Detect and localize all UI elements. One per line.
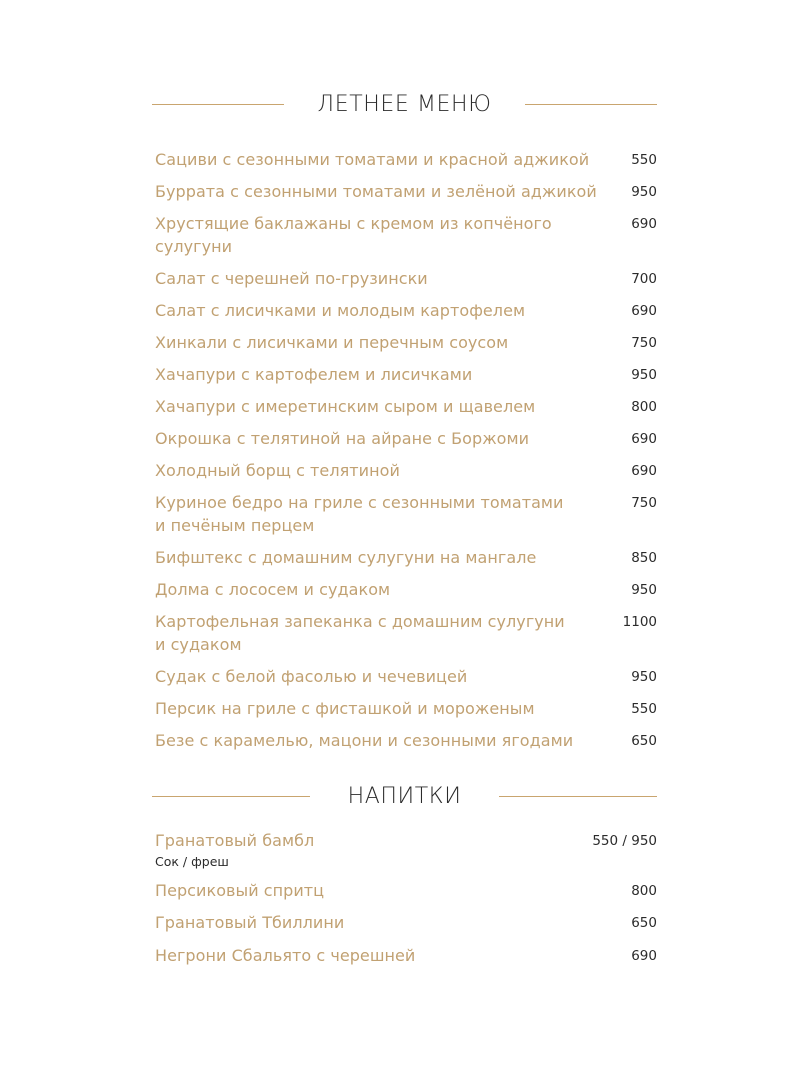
item-name: Негрони Сбальято с черешней (155, 945, 416, 965)
drinks-header (152, 776, 657, 816)
item-price: 950 (631, 367, 657, 384)
divider-left (152, 104, 284, 105)
item-name: Холодный борщ с телятиной (155, 461, 400, 481)
item-price: 700 (631, 270, 657, 287)
menu-item (155, 698, 657, 721)
item-name: Хинкали с лисичками и перечным соусом (155, 332, 509, 352)
item-price: 690 (631, 302, 657, 319)
menu-item (155, 830, 657, 870)
item-price: 690 (631, 216, 657, 233)
item-name: Бифштекс с домашним сулугуни на мангале (155, 548, 537, 568)
divider-right (525, 104, 657, 105)
menu-item (155, 492, 657, 537)
item-subtitle: Сок / фреш (155, 853, 229, 869)
item-name: Безе с карамелью, мацони и сезонными ягодами (155, 731, 574, 750)
item-price: 650 (631, 733, 657, 749)
item-price: 550 (631, 152, 657, 168)
menu-item (155, 880, 657, 903)
item-name: Куриное бедро на гриле с сезонными томатами и печёным перцем (155, 493, 564, 535)
summer-menu-list (155, 149, 657, 762)
item-price: 750 (631, 495, 657, 512)
menu-item (155, 300, 657, 323)
item-name: Хачапури с картофелем и лисичками (155, 365, 473, 385)
summer-menu-title: ЛЕТНЕЕ МЕНЮ (317, 91, 492, 117)
menu-item (155, 213, 657, 258)
menu-item (155, 149, 657, 172)
menu-item (155, 181, 657, 204)
item-price: 950 (631, 668, 657, 685)
item-name: Буррата с сезонными томатами и зелёной аджикой (155, 182, 597, 202)
summer-menu-header (152, 84, 657, 124)
item-price: 800 (631, 882, 657, 899)
item-price: 550 (631, 700, 657, 717)
menu-item (155, 579, 657, 602)
item-price: 690 (631, 431, 657, 448)
item-price: 950 (631, 582, 657, 599)
item-name: Окрошка с телятиной на айране с Боржоми (155, 429, 530, 449)
item-name: Хачапури с имеретинским сыром и щавелем (155, 397, 536, 417)
drinks-list (155, 830, 657, 977)
menu-item (155, 268, 657, 291)
item-price: 650 (631, 915, 657, 931)
item-price: 1100 (622, 614, 657, 631)
item-price: 750 (631, 334, 657, 351)
menu-item (155, 332, 657, 355)
drinks-title: НАПИТКИ (347, 783, 462, 809)
menu-item (155, 547, 657, 570)
menu-item (155, 611, 657, 656)
item-name: Картофельная запеканка с домашним сулугуни и судаком (155, 612, 565, 654)
menu-item (155, 730, 657, 753)
menu-item (155, 396, 657, 419)
item-price: 690 (631, 947, 657, 964)
item-name: Судак с белой фасолью и чечевицей (155, 666, 468, 686)
menu-item (155, 912, 657, 935)
item-price: 690 (631, 463, 657, 480)
item-name: Долма с лососем и судаком (155, 580, 391, 600)
divider-left (152, 796, 310, 797)
item-name: Гранатовый бамбл (155, 831, 315, 850)
item-name: Салат с лисичками и молодым картофелем (155, 300, 526, 320)
divider-right (499, 796, 657, 797)
item-name: Хрустящие баклажаны с кремом из копчёного сулугуни (155, 214, 552, 256)
item-name: Сациви с сезонными томатами и красной аджикой (155, 150, 590, 169)
item-name: Персиковый спритц (155, 880, 325, 900)
item-name: Салат с черешней по-грузински (155, 268, 428, 288)
menu-item (155, 666, 657, 689)
item-price: 800 (631, 399, 657, 416)
item-price: 850 (631, 550, 657, 567)
menu-item (155, 460, 657, 483)
item-name: Персик на гриле с фисташкой и мороженым (155, 698, 535, 718)
item-name: Гранатовый Тбиллини (155, 913, 345, 932)
item-price: 950 (631, 184, 657, 201)
menu-item (155, 364, 657, 387)
item-price: 550 / 950 (592, 833, 657, 849)
menu-item (155, 945, 657, 968)
menu-item (155, 428, 657, 451)
